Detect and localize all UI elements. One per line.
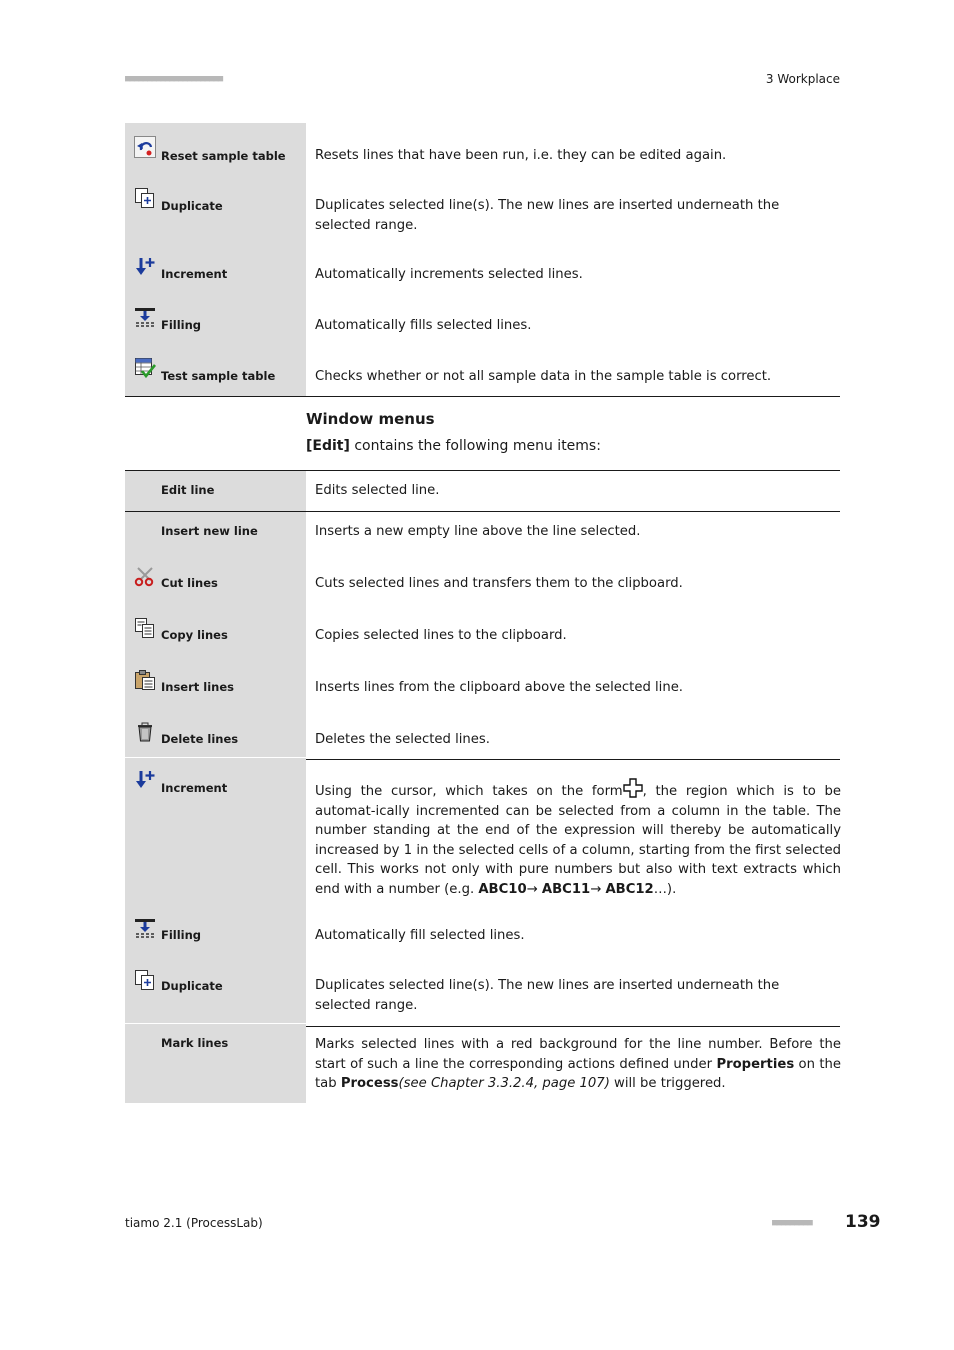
footer-product: tiamo 2.1 (ProcessLab) xyxy=(125,1216,263,1230)
increment-icon xyxy=(134,256,156,278)
desc-delete-lines: Deletes the selected lines. xyxy=(315,732,490,747)
copy-icon xyxy=(134,617,156,639)
section-title: Window menus xyxy=(306,410,435,428)
label-increment: Increment xyxy=(161,781,228,795)
label-filling: Filling xyxy=(161,318,202,332)
desc-filling: Automatically fills selected lines. xyxy=(315,318,532,333)
trash-icon xyxy=(134,721,156,743)
desc-duplicate: Duplicates selected line(s). The new lines are inserted underneath the selected range. xyxy=(315,978,780,1013)
duplicate-icon xyxy=(134,187,156,209)
desc-insert-lines: Inserts lines from the clipboard above the selected line. xyxy=(315,680,684,695)
label-copy-lines: Copy lines xyxy=(161,628,228,642)
toolbar-row-test xyxy=(125,346,840,397)
filling-icon xyxy=(134,918,156,940)
label-reset-sample-table: Reset sample table xyxy=(161,149,286,163)
reset-icon xyxy=(134,136,156,158)
menu-row-insert-new-line xyxy=(125,512,840,553)
desc-cut-lines: Cuts selected lines and transfers them to the clipboard. xyxy=(315,576,683,591)
label-duplicate: Duplicate xyxy=(161,199,223,213)
label-test-sample-table: Test sample table xyxy=(161,369,276,383)
label-edit-line: Edit line xyxy=(161,483,215,497)
toolbar-row-duplicate xyxy=(125,175,840,245)
desc-edit-line: Edits selected line. xyxy=(315,483,440,498)
label-filling: Filling xyxy=(161,928,202,942)
menu-row-increment xyxy=(125,758,840,906)
desc-copy-lines: Copies selected lines to the clipboard. xyxy=(315,628,567,643)
label-delete-lines: Delete lines xyxy=(161,732,239,746)
label-insert-lines: Insert lines xyxy=(161,680,234,694)
toolbar-row-filling xyxy=(125,295,840,346)
toolbar-table xyxy=(125,123,840,397)
desc-increment: Automatically increments selected lines. xyxy=(315,267,583,282)
duplicate-icon xyxy=(134,969,156,991)
chapter-title: 3 Workplace xyxy=(765,72,840,86)
menu-row-mark-lines xyxy=(125,1024,840,1103)
menu-row-cut-lines xyxy=(125,553,840,605)
menu-row-duplicate xyxy=(125,957,840,1023)
menu-row-insert-lines xyxy=(125,657,840,709)
label-increment: Increment xyxy=(161,267,228,281)
desc-increment: Using the cursor, which takes on the form , the region which is to be automat-ically incremented can be selected from a column in the table. The number standing at the end of the expression will thereby be automatically increased by 1 in the selected cells of a column, starting from the first selected cell. This works not only with pure numbers but also with text extracts which end with a number (e.g. ABC10→ ABC11→ ABC12…). xyxy=(315,778,841,899)
menu-row-copy-lines xyxy=(125,605,840,657)
menu-row-delete-lines xyxy=(125,709,840,757)
desc-reset-sample-table: Resets lines that have been run, i.e. they can be edited again. xyxy=(315,148,727,163)
page-number: 139 xyxy=(845,1212,881,1232)
chapter-reference-link[interactable]: (see Chapter 3.3.2.4, page 107) xyxy=(398,1076,610,1091)
label-cut-lines: Cut lines xyxy=(161,576,218,590)
menu-row-edit-line xyxy=(125,471,840,512)
header-decoration: ■■■■■■■■■■■■■■■■■■■■■■ xyxy=(125,74,223,84)
menu-table xyxy=(125,470,840,1103)
toolbar-row-reset xyxy=(125,123,840,175)
increment-icon xyxy=(134,769,156,791)
toolbar-row-increment xyxy=(125,245,840,295)
test-table-icon xyxy=(134,357,156,379)
desc-test-sample-table: Checks whether or not all sample data in the sample table is correct. xyxy=(315,369,772,384)
paste-icon xyxy=(134,669,156,691)
section-intro: [Edit] contains the following menu items: xyxy=(306,438,601,454)
cross-cursor-icon xyxy=(623,778,643,798)
desc-insert-new-line: Inserts a new empty line above the line selected. xyxy=(315,524,641,539)
menu-row-filling xyxy=(125,906,840,957)
desc-duplicate: Duplicates selected line(s). The new lines are inserted underneath the selected range. xyxy=(315,198,780,233)
label-insert-new-line: Insert new line xyxy=(161,524,258,538)
filling-icon xyxy=(134,307,156,329)
scissors-icon xyxy=(134,565,156,587)
label-duplicate: Duplicate xyxy=(161,979,223,993)
edit-menu-label: [Edit] xyxy=(306,438,350,454)
label-mark-lines: Mark lines xyxy=(161,1036,229,1050)
table-rule xyxy=(125,396,840,397)
desc-filling: Automatically fill selected lines. xyxy=(315,928,525,943)
desc-mark-lines: Marks selected lines with a red background for the line number. Before the start of such a line the corresponding actions defined under Properties on the tab Process(see Chapter 3.3.2.4, page 107) will be triggered. xyxy=(315,1037,841,1091)
footer-decoration: ■■■■■■■■■ xyxy=(772,1218,812,1228)
